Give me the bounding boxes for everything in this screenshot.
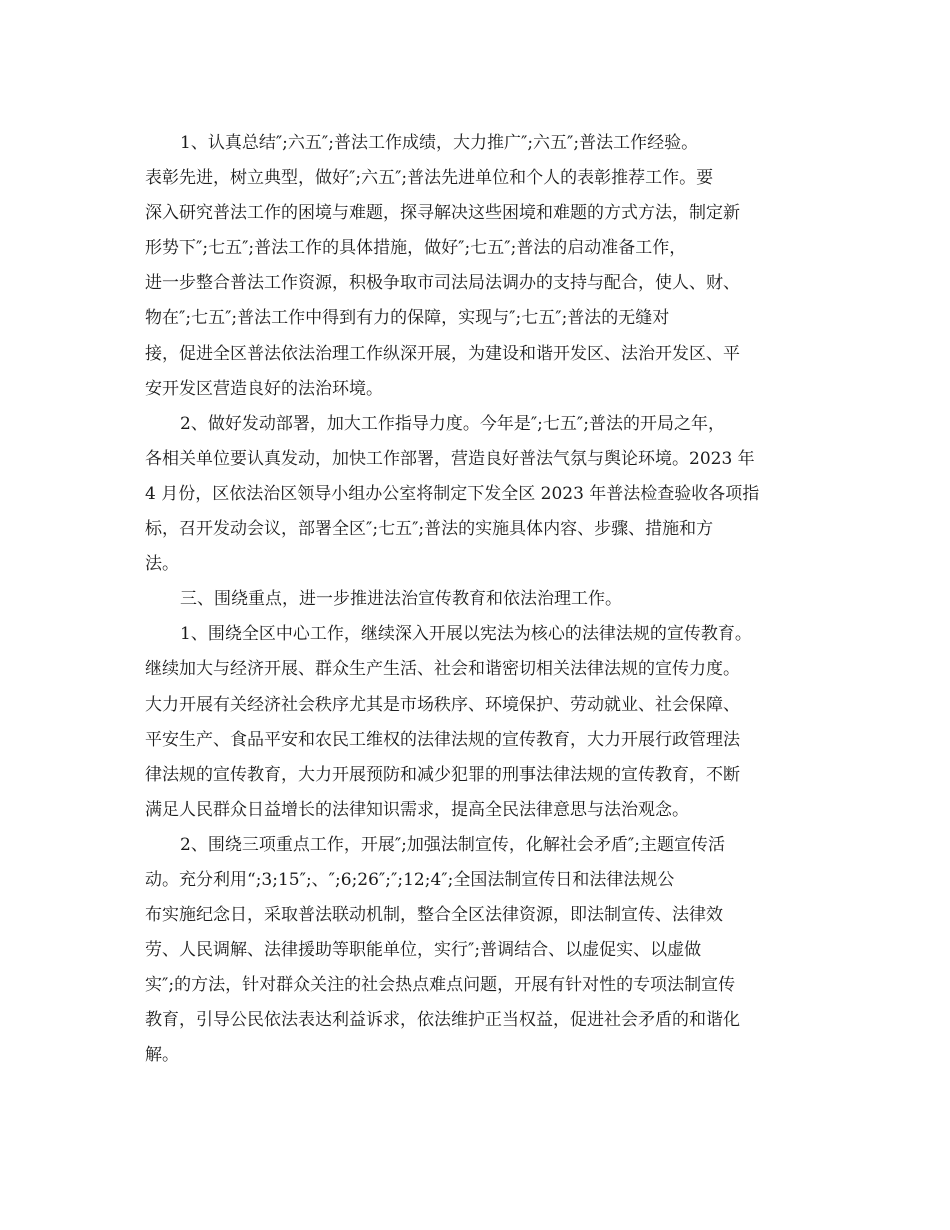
paragraph-line: 进一步整合普法工作资源，积极争取市司法局法调办的支持与配合，使人、财、 (145, 273, 740, 294)
paragraph-line: 继续加大与经济开展、群众生产生活、社会和谐密切相关法律法规的宣传力度。 (145, 659, 740, 680)
paragraph-line: 法。 (145, 554, 179, 575)
paragraph-line: 标，召开发动会议，部署全区″;七五″;普法的实施具体内容、步骤、措施和方 (145, 519, 714, 540)
paragraph-line: 4 月份，区依法治区领导小组办公室将制定下发全区 2023 年普法检查验收各项指 (145, 483, 760, 504)
paragraph-line: 解。 (145, 1045, 179, 1066)
paragraph-first-line: 2、做好发动部署，加大工作指导力度。今年是″;七五″;普法的开局之年， (180, 413, 725, 434)
paragraph-first-line: 1、围绕全区中心工作，继续深入开展以宪法为核心的法律法规的宣传教育。 (180, 624, 752, 645)
paragraph-line: 教育，引导公民依法表达利益诉求，依法维护正当权益，促进社会矛盾的和谐化 (145, 1010, 740, 1031)
paragraph-line: 各相关单位要认真发动，加快工作部署，营造良好普法气氛与舆论环境。2023 年 (145, 448, 755, 469)
paragraph-line: 安开发区营造良好的法治环境。 (145, 378, 383, 399)
paragraph-line: 动。充分利用“;3;15″;、″;6;26″;″;12;4″;全国法制宣传日和法律法规公 (145, 869, 675, 890)
paragraph-line: 实″;的方法，针对群众关注的社会热点难点问题，开展有针对性的专项法制宣传 (145, 975, 736, 996)
paragraph-line: 平安生产、食品平安和农民工维权的法律法规的宣传教育，大力开展行政管理法 (145, 729, 740, 750)
paragraph-line: 布实施纪念日，采取普法联动机制，整合全区法律资源，即法制宣传、法律效 (145, 905, 723, 926)
paragraph-line: 满足人民群众日益增长的法律知识需求，提高全民法律意思与法治观念。 (145, 799, 689, 820)
paragraph-first-line: 1、认真总结″;六五″;普法工作成绩，大力推广″;六五″;普法工作经验。 (180, 133, 699, 153)
paragraph-line: 形势下″;七五″;普法工作的具体措施，做好″;七五″;普法的启动准备工作， (145, 238, 687, 259)
paragraph-line: 物在″;七五″;普法工作中得到有力的保障，实现与″;七五″;普法的无缝对 (145, 308, 670, 329)
paragraph-line: 律法规的宣传教育，大力开展预防和减少犯罪的刑事法律法规的宣传教育，不断 (145, 764, 740, 785)
paragraph-first-line: 2、围绕三项重点工作，开展″;加强法制宣传，化解社会矛盾″;主题宣传活 (180, 834, 725, 855)
paragraph-line: 表彰先进，树立典型，做好″;六五″;普法先进单位和个人的表彰推荐工作。要 (145, 168, 714, 189)
paragraph-first-line: 三、围绕重点，进一步推进法治宣传教育和依法治理工作。 (180, 589, 622, 610)
paragraph-line: 劳、人民调解、法律援助等职能单位，实行″;普调结合、以虚促实、以虚做 (145, 940, 702, 961)
paragraph-line: 深入研究普法工作的困境与难题，探寻解决这些困境和难题的方式方法，制定新 (145, 203, 740, 224)
document-body (145, 126, 810, 1074)
paragraph-line: 接，促进全区普法依法治理工作纵深开展，为建设和谐开发区、法治开发区、平 (145, 343, 740, 364)
paragraph-line: 大力开展有关经济社会秩序尤其是市场秩序、环境保护、劳动就业、社会保障、 (145, 694, 740, 715)
